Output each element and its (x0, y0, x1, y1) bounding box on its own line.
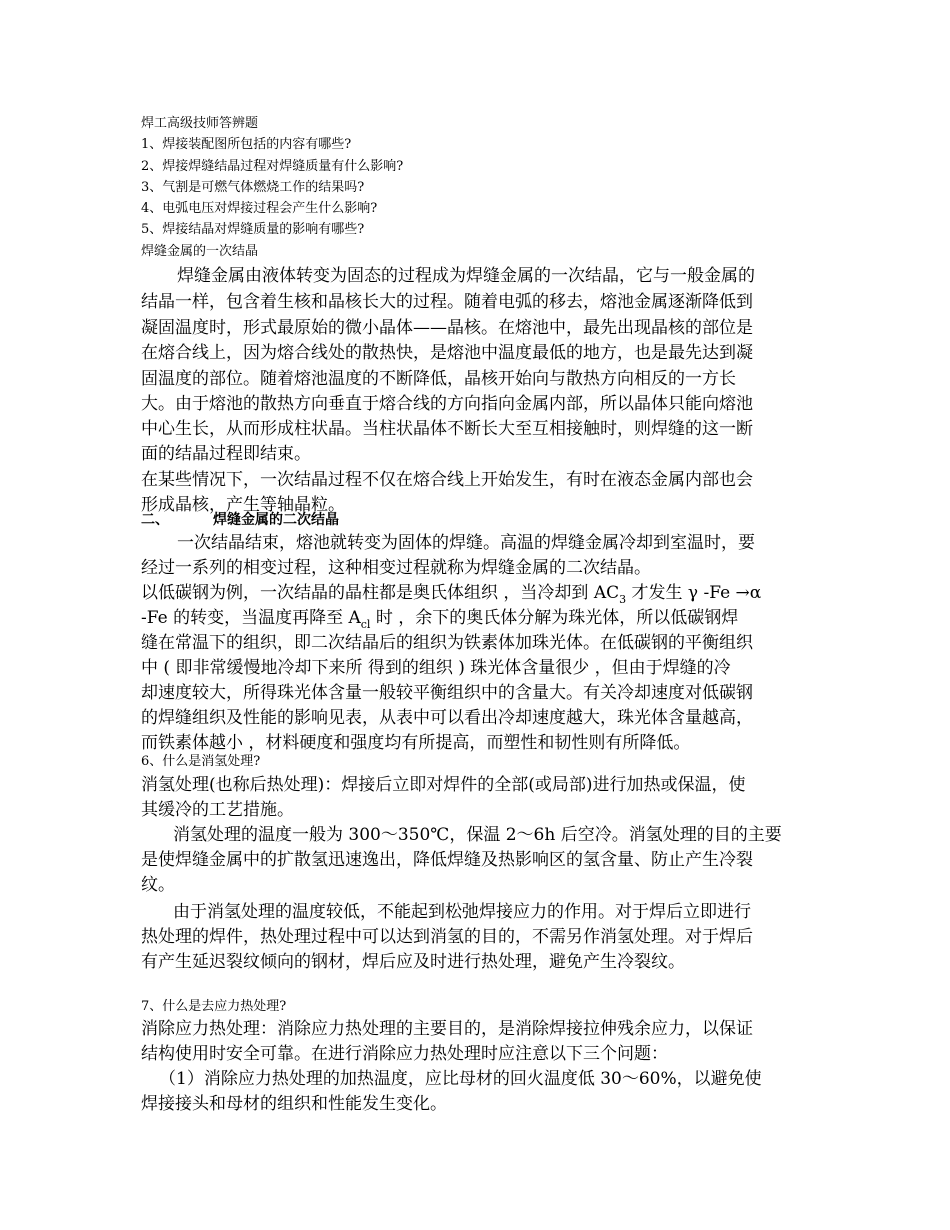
paragraph-line-formula (141, 578, 762, 606)
paragraph-line: 由于消氢处理的温度较低，不能起到松弛焊接应力的作用。对于焊后立即进行 (173, 902, 751, 922)
question-item: 1、焊接装配图所包括的内容有哪些? (141, 137, 352, 152)
question-heading: 7、什么是去应力热处理? (141, 999, 287, 1014)
paragraph-line: 焊缝金属由液体转变为固态的过程成为焊缝金属的一次结晶，它与一般金属的 (177, 266, 755, 286)
paragraph-line: 消氢处理(也称后热处理)：焊接后立即对焊件的全部(或局部)进行加热或保温，使 (141, 775, 746, 795)
question-item: 2、焊接焊缝结晶过程对焊缝质量有什么影响? (141, 159, 404, 174)
text-run: 才发生 γ -Fe →α (626, 583, 762, 603)
formula-subscript: cl (360, 618, 371, 631)
paragraph-line-formula (141, 603, 739, 631)
question-item: 3、气割是可燃气体燃烧工作的结果吗? (141, 180, 365, 195)
paragraph-line: 而铁素体越小 ，材料硬度和强度均有所提高，而塑性和韧性则有所降低。 (141, 733, 691, 753)
paragraph-line: 焊接接头和母材的组织和性能发生变化。 (141, 1094, 447, 1114)
paragraph-line: 结晶一样，包含着生核和晶核长大的过程。随着电弧的移去，熔池金属逐渐降低到 (141, 292, 753, 312)
text-run: 以低碳钢为例，一次结晶的晶柱都是奥氏体组织 ，当冷却到 (141, 583, 594, 603)
text-run: 时 ，余下的奥氏体分解为珠光体，所以低碳钢焊 (370, 608, 739, 628)
question-item: 5、焊接结晶对焊缝质量的影响有哪些? (141, 222, 365, 237)
paragraph-line: 固温度的部位。随着熔池温度的不断降低，晶核开始向与散热方向相反的一方长 (141, 369, 736, 389)
section-number: 二、 (141, 512, 169, 528)
paragraph-line: 中 ( 即非常缓慢地冷却下来所 得到的组织 ) 珠光体含量很少 ，但由于焊缝的冷 (141, 658, 731, 678)
document-title: 焊工高级技师答辨题 (141, 116, 259, 131)
paragraph-line: 面的结晶过程即结束。 (141, 444, 311, 464)
paragraph-line: 其缓冷的工艺措施。 (141, 800, 294, 820)
paragraph-line: 一次结晶结束，熔池就转变为固体的焊缝。高温的焊缝金属冷却到室温时，要 (177, 533, 755, 553)
paragraph-line: 的焊缝组织及性能的影响见表，从表中可以看出冷却速度越大，珠光体含量越高， (141, 708, 753, 728)
paragraph-line: 消氢处理的温度一般为 300～350℃，保温 2～6h 后空冷。消氢处理的目的主要 (173, 825, 782, 845)
paragraph-line: 形成晶核，产生等轴晶粒。 (141, 495, 345, 515)
paragraph-line: 在某些情况下，一次结晶过程不仅在熔合线上开始发生，有时在液态金属内部也会 (141, 470, 753, 490)
text-run: -Fe 的转变，当温度再降至 (141, 608, 349, 628)
paragraph-line: 却速度较大，所得珠光体含量一般较平衡组织中的含量大。有关冷却速度对低碳钢 (141, 683, 753, 703)
formula-symbol: A (348, 608, 361, 628)
section-heading: 焊缝金属的二次结晶 (213, 512, 339, 528)
paragraph-line: 是使焊缝金属中的扩散氢迅速逸出，降低焊缝及热影响区的氢含量、防止产生冷裂 (141, 850, 753, 870)
paragraph-line: 消除应力热处理：消除应力热处理的主要目的，是消除焊接拉伸残余应力，以保证 (141, 1019, 753, 1039)
question-heading: 6、什么是消氢处理? (141, 754, 261, 769)
paragraph-line: 经过一系列的相变过程，这种相变过程就称为焊缝金属的二次结晶。 (141, 558, 651, 578)
section-heading-two (141, 509, 339, 529)
paragraph-line: 凝固温度时，形式最原始的微小晶体——晶核。在熔池中，最先出现晶核的部位是 (141, 318, 753, 338)
paragraph-line: 中心生长，从而形成柱状晶。当柱状晶体不断长大至互相接触时，则焊缝的这一断 (141, 419, 753, 439)
paragraph-line: 热处理的焊件，热处理过程中可以达到消氢的目的，不需另作消氢处理。对于焊后 (141, 927, 753, 947)
paragraph-line: 缝在常温下的组织，即二次结晶后的组织为铁素体加珠光体。在低碳钢的平衡组织 (141, 633, 753, 653)
paragraph-line: 大。由于熔池的散热方向垂直于熔合线的方向指向金属内部，所以晶体只能向熔池 (141, 394, 753, 414)
question-item: 4、电弧电压对焊接过程会产生什么影响? (141, 201, 378, 216)
paragraph-line: 结构使用时安全可靠。在进行消除应力热处理时应注意以下三个问题： (141, 1044, 668, 1064)
formula-subscript: 3 (619, 593, 627, 606)
paragraph-line: 纹。 (141, 875, 175, 895)
formula-symbol: AC (593, 583, 620, 603)
paragraph-line: （1）消除应力热处理的加热温度，应比母材的回火温度低 30～60%，以避免使 (159, 1069, 762, 1089)
paragraph-line: 有产生延迟裂纹倾向的钢材，焊后应及时进行热处理，避免产生冷裂纹。 (141, 952, 685, 972)
paragraph-line: 在熔合线上，因为熔合线处的散热快，是熔池中温度最低的地方，也是最先达到凝 (141, 343, 753, 363)
section-heading: 焊缝金属的一次结晶 (141, 244, 259, 259)
